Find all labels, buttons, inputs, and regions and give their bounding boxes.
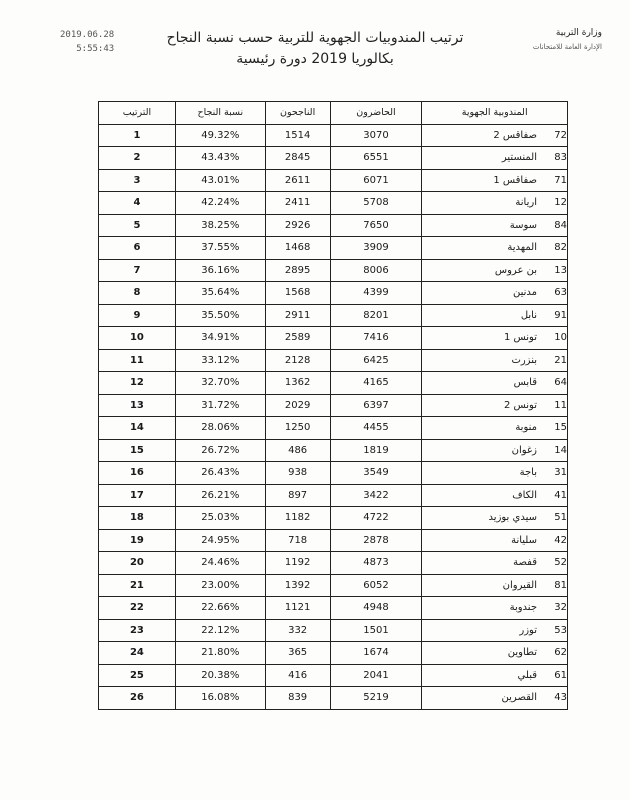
directorate-cell: [422, 597, 568, 620]
rank-cell: 13: [99, 394, 176, 417]
present-cell: 6071: [330, 169, 422, 192]
table-row: [99, 259, 568, 282]
pass-rate-cell: 36.16%: [175, 259, 265, 282]
present-cell: 4948: [330, 597, 422, 620]
passed-cell: 365: [265, 642, 330, 665]
directorate-name: القيروان: [502, 579, 537, 591]
directorate-cell: [422, 417, 568, 440]
directorate-code: 42: [554, 534, 567, 546]
directorate-code: 84: [554, 219, 567, 231]
present-cell: 4165: [330, 372, 422, 395]
ministry-header: [533, 26, 602, 54]
pass-rate-cell: 25.03%: [175, 507, 265, 530]
pass-rate-cell: 20.38%: [175, 664, 265, 687]
directorate-name: قابس: [513, 377, 537, 389]
directorate-code: 12: [554, 197, 567, 209]
title-line-2: بكالوريا 2019 دورة رئيسية: [236, 51, 394, 67]
pass-rate-cell: 33.12%: [175, 349, 265, 372]
passed-cell: 486: [265, 439, 330, 462]
passed-cell: 1468: [265, 237, 330, 260]
table-row: [99, 507, 568, 530]
passed-cell: 2845: [265, 147, 330, 170]
passed-cell: 2895: [265, 259, 330, 282]
column-header-rank: الترتيب: [99, 102, 176, 125]
directorate-name: باجة: [519, 467, 537, 479]
present-cell: 6397: [330, 394, 422, 417]
table-row: [99, 439, 568, 462]
directorate-code: 91: [554, 309, 567, 321]
directorate-name: قبلي: [517, 669, 537, 681]
passed-cell: 1250: [265, 417, 330, 440]
directorate-cell: [422, 237, 568, 260]
directorate-code: 71: [554, 174, 567, 186]
directorate-cell: [422, 439, 568, 462]
rank-cell: 1: [99, 124, 176, 147]
directorate-name: سيدي بوزيد: [488, 512, 537, 524]
directorate-code: 43: [554, 692, 567, 704]
rank-cell: 18: [99, 507, 176, 530]
pass-rate-cell: 26.21%: [175, 484, 265, 507]
present-cell: 2041: [330, 664, 422, 687]
directorate-name: سوسة: [509, 219, 537, 231]
passed-cell: 2589: [265, 327, 330, 350]
directorate-cell: [422, 507, 568, 530]
passed-cell: 1182: [265, 507, 330, 530]
rank-cell: 2: [99, 147, 176, 170]
directorate-cell: [422, 304, 568, 327]
present-cell: 2878: [330, 529, 422, 552]
pass-rate-cell: 43.43%: [175, 147, 265, 170]
directorate-code: 21: [554, 354, 567, 366]
present-cell: 6425: [330, 349, 422, 372]
directorate-cell: [422, 192, 568, 215]
rank-cell: 4: [99, 192, 176, 215]
directorate-cell: [422, 259, 568, 282]
directorate-code: 13: [554, 264, 567, 276]
table-row: [99, 417, 568, 440]
rank-cell: 14: [99, 417, 176, 440]
rank-cell: 3: [99, 169, 176, 192]
print-timestamp: [60, 28, 114, 56]
passed-cell: 2611: [265, 169, 330, 192]
passed-cell: 1568: [265, 282, 330, 305]
pass-rate-cell: 49.32%: [175, 124, 265, 147]
print-time: 5:55:43: [76, 44, 115, 54]
table-row: [99, 349, 568, 372]
present-cell: 5219: [330, 687, 422, 710]
directorate-name: مدنين: [512, 287, 537, 299]
rank-cell: 23: [99, 619, 176, 642]
directorate-name: منوبة: [515, 422, 537, 434]
table-row: [99, 597, 568, 620]
present-cell: 6052: [330, 574, 422, 597]
present-cell: 7650: [330, 214, 422, 237]
passed-cell: 1392: [265, 574, 330, 597]
table-row: [99, 214, 568, 237]
passed-cell: 1362: [265, 372, 330, 395]
pass-rate-cell: 35.50%: [175, 304, 265, 327]
rank-cell: 6: [99, 237, 176, 260]
present-cell: 4722: [330, 507, 422, 530]
pass-rate-cell: 23.00%: [175, 574, 265, 597]
document-title: [150, 28, 480, 70]
pass-rate-cell: 31.72%: [175, 394, 265, 417]
directorate-cell: [422, 462, 568, 485]
directorate-code: 63: [554, 287, 567, 299]
title-line-1: ترتيب المندوبيات الجهوية للتربية حسب نسبة النجاح: [166, 30, 464, 46]
rank-cell: 24: [99, 642, 176, 665]
directorate-code: 81: [554, 579, 567, 591]
table-header-row: [99, 102, 568, 125]
column-header-present: الحاضرون: [330, 102, 422, 125]
pass-rate-cell: 21.80%: [175, 642, 265, 665]
pass-rate-cell: 22.12%: [175, 619, 265, 642]
directorate-cell: [422, 552, 568, 575]
directorate-name: الكاف: [512, 489, 537, 501]
directorate-name: قفصة: [513, 557, 537, 569]
directorate-name: تونس 1: [503, 332, 537, 344]
present-cell: 1674: [330, 642, 422, 665]
directorate-code: 72: [554, 129, 567, 141]
pass-rate-cell: 24.95%: [175, 529, 265, 552]
table-row: [99, 372, 568, 395]
present-cell: 1819: [330, 439, 422, 462]
rank-cell: 9: [99, 304, 176, 327]
rank-cell: 10: [99, 327, 176, 350]
directorate-code: 32: [554, 602, 567, 614]
table-row: [99, 282, 568, 305]
rank-cell: 16: [99, 462, 176, 485]
directorate-code: 11: [554, 399, 567, 411]
table-row: [99, 327, 568, 350]
pass-rate-cell: 38.25%: [175, 214, 265, 237]
directorate-name: بنزرت: [511, 354, 537, 366]
pass-rate-cell: 28.06%: [175, 417, 265, 440]
directorate-cell: [422, 124, 568, 147]
table-row: [99, 124, 568, 147]
print-date: 2019.06.28: [60, 30, 115, 40]
directorate-name: اريانة: [515, 197, 537, 209]
passed-cell: 416: [265, 664, 330, 687]
directorate-cell: [422, 484, 568, 507]
directorate-name: القصرين: [501, 692, 537, 704]
directorate-code: 61: [554, 669, 567, 681]
directorate-name: المهدية: [507, 242, 537, 254]
passed-cell: 332: [265, 619, 330, 642]
ranking-table: [98, 101, 568, 710]
present-cell: 3549: [330, 462, 422, 485]
directorate-name: توزر: [519, 624, 537, 636]
directorate-cell: [422, 529, 568, 552]
directorate-name: نابل: [520, 309, 537, 321]
pass-rate-cell: 22.66%: [175, 597, 265, 620]
rank-cell: 20: [99, 552, 176, 575]
directorate-cell: [422, 664, 568, 687]
present-cell: 3422: [330, 484, 422, 507]
present-cell: 6551: [330, 147, 422, 170]
directorate-code: 82: [554, 242, 567, 254]
column-header-directorate: المندوبية الجهوية: [422, 102, 568, 125]
pass-rate-cell: 42.24%: [175, 192, 265, 215]
pass-rate-cell: 26.72%: [175, 439, 265, 462]
directorate-cell: [422, 169, 568, 192]
directorate-cell: [422, 619, 568, 642]
directorate-code: 83: [554, 152, 567, 164]
directorate-code: 64: [554, 377, 567, 389]
directorate-name: تطاوين: [507, 647, 537, 659]
directorate-name: صفاقس 2: [493, 129, 537, 141]
rank-cell: 19: [99, 529, 176, 552]
passed-cell: 1514: [265, 124, 330, 147]
table-row: [99, 619, 568, 642]
rank-cell: 7: [99, 259, 176, 282]
directorate-code: 15: [554, 422, 567, 434]
table-row: [99, 147, 568, 170]
rank-cell: 11: [99, 349, 176, 372]
table-row: [99, 552, 568, 575]
passed-cell: 2128: [265, 349, 330, 372]
passed-cell: 1121: [265, 597, 330, 620]
present-cell: 5708: [330, 192, 422, 215]
directorate-cell: [422, 214, 568, 237]
table-row: [99, 192, 568, 215]
pass-rate-cell: 43.01%: [175, 169, 265, 192]
directorate-cell: [422, 327, 568, 350]
passed-cell: 2411: [265, 192, 330, 215]
table-row: [99, 237, 568, 260]
directorate-name: تونس 2: [503, 399, 537, 411]
rank-cell: 22: [99, 597, 176, 620]
directorate-code: 53: [554, 624, 567, 636]
pass-rate-cell: 35.64%: [175, 282, 265, 305]
directorate-name: جندوبة: [509, 602, 537, 614]
present-cell: 4873: [330, 552, 422, 575]
table-row: [99, 642, 568, 665]
present-cell: 3909: [330, 237, 422, 260]
directorate-code: 14: [554, 444, 567, 456]
directorate-name: المنستير: [501, 152, 537, 164]
table-row: [99, 574, 568, 597]
table-row: [99, 169, 568, 192]
directorate-cell: [422, 147, 568, 170]
present-cell: 4455: [330, 417, 422, 440]
pass-rate-cell: 24.46%: [175, 552, 265, 575]
table-row: [99, 664, 568, 687]
rank-cell: 5: [99, 214, 176, 237]
present-cell: 3070: [330, 124, 422, 147]
table-row: [99, 687, 568, 710]
rank-cell: 12: [99, 372, 176, 395]
directorate-cell: [422, 574, 568, 597]
passed-cell: 2029: [265, 394, 330, 417]
rank-cell: 21: [99, 574, 176, 597]
directorate-name: بن عروس: [494, 264, 537, 276]
directorate-cell: [422, 372, 568, 395]
directorate-cell: [422, 394, 568, 417]
directorate-cell: [422, 282, 568, 305]
rank-cell: 26: [99, 687, 176, 710]
table-row: [99, 394, 568, 417]
passed-cell: 1192: [265, 552, 330, 575]
passed-cell: 2911: [265, 304, 330, 327]
present-cell: 4399: [330, 282, 422, 305]
directorate-code: 51: [554, 512, 567, 524]
pass-rate-cell: 37.55%: [175, 237, 265, 260]
table-row: [99, 304, 568, 327]
passed-cell: 718: [265, 529, 330, 552]
directorate-name: زغوان: [511, 444, 537, 456]
directorate-code: 62: [554, 647, 567, 659]
directorate-code: 41: [554, 489, 567, 501]
present-cell: 1501: [330, 619, 422, 642]
table-row: [99, 484, 568, 507]
rank-cell: 8: [99, 282, 176, 305]
passed-cell: 938: [265, 462, 330, 485]
directorate-name: سليانة: [511, 534, 537, 546]
directorate-code: 31: [554, 467, 567, 479]
pass-rate-cell: 32.70%: [175, 372, 265, 395]
directorate-code: 10: [554, 332, 567, 344]
passed-cell: 2926: [265, 214, 330, 237]
present-cell: 7416: [330, 327, 422, 350]
table-row: [99, 529, 568, 552]
rank-cell: 17: [99, 484, 176, 507]
directorate-cell: [422, 687, 568, 710]
pass-rate-cell: 16.08%: [175, 687, 265, 710]
column-header-pass-rate: نسبة النجاح: [175, 102, 265, 125]
directorate-cell: [422, 642, 568, 665]
present-cell: 8201: [330, 304, 422, 327]
ministry-name: وزارة التربية: [555, 28, 602, 38]
rank-cell: 25: [99, 664, 176, 687]
present-cell: 8006: [330, 259, 422, 282]
rank-cell: 15: [99, 439, 176, 462]
table-row: [99, 462, 568, 485]
pass-rate-cell: 34.91%: [175, 327, 265, 350]
passed-cell: 839: [265, 687, 330, 710]
column-header-passed: الناجحون: [265, 102, 330, 125]
directorate-name: صفاقس 1: [493, 174, 537, 186]
directorate-cell: [422, 349, 568, 372]
ministry-department: الإدارة العامة للامتحانات: [532, 43, 602, 51]
pass-rate-cell: 26.43%: [175, 462, 265, 485]
directorate-code: 52: [554, 557, 567, 569]
passed-cell: 897: [265, 484, 330, 507]
